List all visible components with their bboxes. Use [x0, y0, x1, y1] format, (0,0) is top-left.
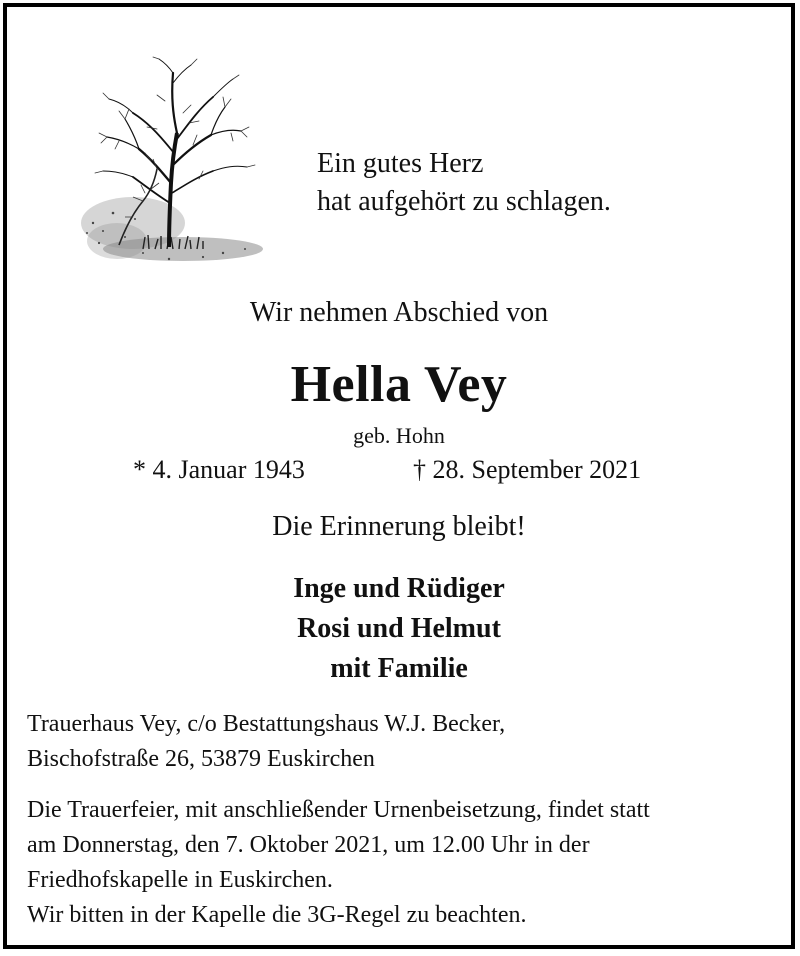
born-name: geb. Hohn [353, 423, 445, 448]
mourner-line: mit Familie [330, 653, 468, 684]
ceremony-line: Wir bitten in der Kapelle die 3G-Regel zu beachten. [27, 902, 527, 928]
ceremony-line: Friedhofskapelle in Euskirchen. [27, 867, 333, 893]
obituary-notice [3, 3, 795, 949]
ceremony-line: am Donnerstag, den 7. Oktober 2021, um 12.00 Uhr in der [27, 832, 590, 858]
intro-text: Wir nehmen Abschied von [249, 297, 549, 328]
ceremony-line: Die Trauerfeier, mit anschließender Urnenbeisetzung, findet statt [27, 797, 650, 823]
mourner-line: Rosi und Helmut [297, 613, 501, 644]
death-date: † 28. September 2021 [413, 455, 642, 484]
remembrance-text: Die Erinnerung bleibt! [272, 511, 526, 542]
deceased-name: Hella Vey [290, 356, 508, 413]
address-line: Trauerhaus Vey, c/o Bestattungshaus W.J. Becker, [27, 711, 506, 737]
mourning-address [27, 707, 505, 777]
motto-line-2: hat aufgehört zu schlagen. [317, 186, 611, 217]
ceremony-info [27, 793, 650, 933]
birth-date: * 4. Januar 1943 [133, 455, 305, 484]
tree-icon [73, 53, 269, 285]
mourner-line: Inge und Rüdiger [293, 573, 505, 604]
mourners [7, 569, 791, 689]
motto [317, 145, 611, 221]
motto-line-1: Ein gutes Herz [317, 148, 484, 179]
address-line: Bischofstraße 26, 53879 Euskirchen [27, 746, 375, 772]
